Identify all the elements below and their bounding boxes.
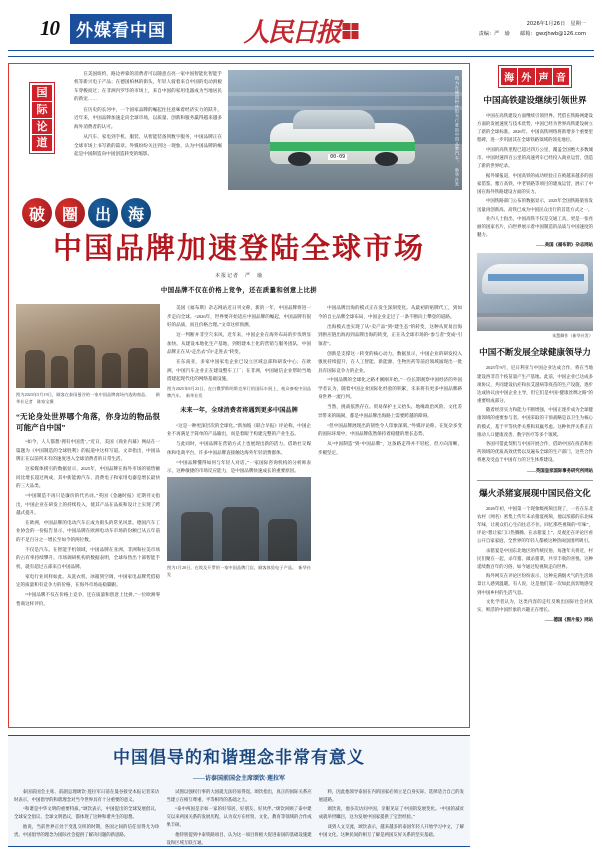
editor-contact: 责编：严 瑜 邮箱：gwzjhwb@126.com: [478, 30, 586, 37]
article-paragraph: 在欧洲，中国品牌的电动汽车正成为街头的常见风景。德国汽车工业协会的一份报告显示，中国品牌在欧洲电动车市场的份额已从五年前的不足百分之一增长至如今的两位数。: [16, 519, 160, 542]
lead-paragraph: 在美国纽约，路边停靠的消费者可以随意点亮一家中国智能化智能手机等新兴电子产品；在德国柏林的街头，年轻人骑着来自中国的电动滑板车穿梭而过；在非洲内罗毕的市场上，来自中国的家用电器成为当地居民的新宠……: [74, 71, 222, 102]
feature-paragraph: 泰国前国会主席、前副总理颂饮·莲拉军日前在曼谷接受本报记者采访时表示，中国倡导的和谐理念对当今世界具有十分重要的意义。: [14, 789, 160, 802]
photo-bangkok-store: [16, 304, 160, 388]
feature-paragraph: 试图以强权行事的大国就无法轻易得逞。颂饮指出，真正的国际关系应当建立在相互尊重、平等相待的基础之上。: [166, 789, 312, 802]
sidebar-source-3: ——德国《图片报》网站: [544, 617, 593, 623]
seal-icon: [343, 23, 359, 39]
sidebar-photo-train: [477, 253, 593, 331]
headline-kicker: [22, 198, 151, 228]
sidebar-headline-1: 中国高铁建设继续引领世界: [483, 96, 587, 106]
feature-paragraph: 料，因此他领导泰国在内的国家必须立足自身实际，选择适合自己的发展道路。: [318, 789, 464, 802]
article-paragraph: “中国制造不再只是廉价的代名词。”英国《金融时报》近期刊文指出，中国企业在研发上的持续投入，使其产品在品质和设计上实现了跨越式提升。: [16, 493, 160, 516]
paper-logo: [243, 12, 358, 49]
sidebar-source-1: ——美国《福布斯》杂志网站: [535, 242, 593, 248]
sidebar-paragraph: 海外网友在评论区纷纷表示，这种充满烟火气的生活场景让人感到温暖。有人说，这是他们第一次如此真切地感受到中国乡村的生活气息。: [477, 573, 593, 595]
kicker-char-0: 破: [22, 198, 52, 228]
feature-column-2: [166, 788, 311, 847]
article-paragraph: “但中国品牌展现出的韧性令人印象深刻。”外媒评论称，在复杂多变的国际环境中，中国品牌依然保持着稳健的增长态势。: [318, 422, 462, 437]
sidebar-body-2: [477, 364, 593, 464]
sidebar-source-2: ——英国皇家国际事务研究所网站: [527, 467, 593, 473]
article-paragraph: 不仅是汽车。在智能手机领域，中国品牌在亚洲、非洲和拉美市场的占有率持续攀升。市场调研机构的数据表明，全球每售出十部智能手机，就有超过五部来自中国品牌。: [16, 546, 160, 569]
page-number: 10: [40, 16, 59, 40]
lead-paragraph: 从汽车、家电到手机、服装，从智能装备到数字服务，中国品牌正在全球市场上书写新的篇章。外媒纷纷关注到这一现象，认为中国品牌的崛起是中国制造向中国创造转变的缩影。: [74, 134, 222, 157]
masthead-divider: [8, 50, 594, 51]
voice-badge-char-2: 声: [536, 68, 552, 85]
hero-photo: [228, 70, 462, 190]
feature-paragraph: 谈到人文交流，颂饮表示，越来越多的泰国年轻人开始学习中文，了解中国文化。这种民间的相互了解是两国友好关系的坚实基础。: [318, 823, 464, 837]
main-article-frame: [8, 63, 470, 728]
feature-column-1: [14, 788, 159, 847]
column-badge-guojiluntan: [29, 82, 55, 154]
article-paragraph: “如今，人人都想‘拥有中国货’。”近日，美国《商业内幕》网站在一篇题为《中国制造的全球胜利》的报道中这样写道。文章指出，中国品牌正在以前所未有的速度进入全球消费者的日常生活。: [16, 439, 160, 462]
lead-paragraph: 在历史的长河中，一个国家品牌的崛起往往意味着经济实力的跃升。近年来，中国品牌加速走向全球市场，以质量、创新和服务赢得越来越多海外消费者的认可。: [74, 106, 222, 129]
sidebar-photo-caption: 朱慧卿作（新华社发）: [552, 333, 593, 339]
sidebar-paragraph: 杀猪宴是中国东北地区的传统民俗，每逢年关将近，村民们聚在一起，杀年猪、做杀猪菜，共享丰收的喜悦。这种延续数百年的习俗，如今通过短视频走向世界。: [477, 547, 593, 569]
photo-caption-3: 图为1月20日，在埃及开罗的一家中国品牌门店，顾客体验电子产品。 新华社发: [167, 564, 311, 578]
feature-paragraph: 他说，当前世界正处于变乱交织的时期，各国之间的信任显得尤为珍贵。中国倡导的理念为国际社会提供了解决问题的新思路。: [14, 823, 160, 837]
article-paragraph: 与此同时，中国品牌在营销方式上也展现出新的活力。借助社交媒体和电商平台，许多中国品牌直接触达海外年轻消费群体。: [167, 441, 311, 455]
article-paragraph: 当然，挑战依然存在。贸易保护主义抬头、地缘政治风险、文化差异带来的隔阂，都是中国品牌出海路上需要跨越的障碍。: [318, 404, 462, 418]
sidebar-body-1: [477, 112, 593, 239]
article-paragraph: 创新是支撑这一转变的核心动力。数据显示，中国企业的研发投入强度持续提升，在人工智能、新能源、生物医药等前沿领域涌现出一批具有国际竞争力的企业。: [318, 350, 462, 373]
article-paragraph: “中国品牌不仅在价格上竞争，还在质量和创意上比拼。”一位欧洲零售商这样评价。: [16, 592, 160, 606]
sidebar-paragraph: 中国的高铁里程已超过四万公里，覆盖全国绝大多数城市。中国时速四百公里的高速列车已经投入商业运营，创造了新的世界纪录。: [477, 146, 593, 169]
article-paragraph: 这家媒体援引的数据显示，2025年，中国品牌在海外市场的销售额同比增长超过两成，其中新能源汽车、消费电子和家用电器是增长最快的三大品类。: [16, 466, 160, 489]
feature-columns: [14, 788, 464, 847]
sidebar-paragraph: 据外媒报道，中国高铁的成功经验正在被越来越多的国家借鉴。雅万高铁、中老铁路等项目的建成运营，展示了中国在海外铁路建设方面的实力。: [477, 172, 593, 194]
left-zone: [8, 63, 470, 853]
sidebar-paragraph: 中国在高铁建设方面继续引领世界。凭借在铁路网建设方面的发展速度与技术优势，中国已经为世界高铁建设树立了新的全球标准。2026年，中国高铁网络将新增多个重要里程碑，进一步巩固其在全球铁路领域的领先地位。: [477, 113, 593, 143]
article-paragraph: 出海模式也实现了从“卖产品”到“建生态”的转变，这种从贸易出海到供应链出海再到品牌出海的转变，正在从全球市场的“参与者”变成“引领者”。: [318, 323, 462, 346]
sidebar: [477, 63, 593, 853]
article-columns: [16, 304, 462, 609]
photo-caption-1: 图为2023年5月19日，顾客在泰国曼谷的一家中国品牌商场内选购商品。 新华社记者 陈家宝摄: [16, 392, 160, 405]
voice-badge-char-1: 外: [518, 68, 534, 85]
sidebar-paragraph: 业内人士指出，中国高铁不仅是交通工具，更是一张亮丽的国家名片，向世界展示着中国制造的品质与中国速度的魅力。: [477, 216, 593, 238]
byline: 本报记者 严 瑜: [214, 274, 263, 280]
lead-text: [74, 70, 222, 190]
sidebar-paragraph: 2026年初，中国第一个现象级视频出现了，一名在东北农村（网名）密集上传年末杀猪宴视频，他以浓郁的东北味年味，让观众们心生向往忍不住。回忆那些视频的“年味”，评论“想让家门口热腾腾、在杀猪宴上”。反观还在评论区看公开自家家庭，全世界的年轻人都被这种热闹氛围所吸引。: [477, 505, 593, 543]
article-paragraph: 美国《福布斯》杂志网站近日刊文称，新的一年，中国品牌将进一步走向全球。“2026年，世界要开始适应中国品牌的崛起，中国品牌有很好的品质，而且价格合理。”文章这样预测。: [167, 305, 311, 328]
sidebar-headline-2: 中国不断发展全球健康领导力: [479, 348, 591, 359]
article-column-2: [167, 304, 311, 609]
sidebar-badge-haiwaishengyin: [498, 65, 572, 88]
feature-title: 中国倡导的和谐理念非常有意义: [113, 748, 365, 768]
feature-paragraph: “泰中两国是亲如一家的好邻居、好朋友、好伙伴。”颂饮回顾了泰中建交以来两国关系的发展历程，认为双方在经贸、文化、教育等领域的合作成果丰硕。: [166, 806, 312, 828]
sidebar-divider: [477, 480, 593, 481]
feature-paragraph: 他特别提到中泰铁路项目，认为这一项目将极大促进泰国的基础设施建设和区域互联互通。: [166, 831, 312, 845]
hero-photo-caption: 图为在德国柏林街头行驶的中国品牌汽车。 新华社发: [455, 76, 460, 187]
article-paragraph: 家电行业同样如此。从洗衣机、冰箱到空调，中国家电品牌凭借稳定的质量和有竞争力的价格，在海外市场站稳脚跟。: [16, 573, 160, 588]
headline-block: [16, 190, 462, 298]
article-column-1: [16, 304, 160, 609]
main-headline: 中国品牌加速登陆全球市场: [52, 231, 425, 265]
sidebar-article-2: [477, 347, 593, 473]
section-title: 外媒看中国: [70, 14, 172, 44]
article-paragraph: “中国品牌懂得如何与年轻人对话。”一家国际咨询机构的分析师表示，这种敏捷的市场反应能力，是中国品牌快速成长的重要原因。: [167, 459, 311, 473]
feature-subtitle: ——访泰国前国会主席颂饮·莲拉军: [192, 776, 285, 782]
kicker-char-3: 海: [121, 198, 151, 228]
sidebar-headline-3: 爆火杀猪宴展现中国民俗文化: [479, 488, 591, 499]
voice-badge-char-3: 音: [553, 68, 569, 85]
feature-column-3: [319, 788, 464, 847]
article-paragraph: “中国品牌的全球化之路才刚刚开始。”一位长期观察中国经济的外国学者认为，随着中国企业国际化经验的积累，未来将有更多中国品牌跻身世界一流行列。: [318, 377, 462, 400]
article-column-3: [318, 304, 462, 609]
badge-char-1: 际: [32, 102, 52, 118]
sidebar-paragraph: 随着经济实力和能力不断增强，中国正逐步成为全球健康领域的重要参与者。中国采取的干预战略是以卫生为核心的模式，基于平等伙伴关系和双赢考虑。这种伙伴关系正在推动人口健康改善、数字医疗等多个领域。: [477, 407, 593, 437]
article-paragraph: “这是一种更深层次的全球化。”新加坡《联合早报》评论称，中国企业不再满足于简单的产品输出，而是着眼于构建完整的产业生态。: [167, 422, 311, 437]
page-body: [8, 63, 594, 853]
feature-paragraph: “和谐是中华文明的重要特质。”颂饮表示，中国提出的全球发展倡议、全球安全倡议、全球文明倡议，都体现了这种和谐共生的思想。: [14, 806, 160, 820]
badge-char-2: 论: [32, 119, 52, 135]
masthead-divider-thin: [8, 56, 594, 57]
paper-name: 人民日报: [243, 18, 340, 47]
article-paragraph: 中国品牌出海的模式正在发生深刻变化。从最初的贴牌代工，到如今的自主品牌全球布局，中国企业走过了一条不断向上攀登的道路。: [318, 305, 462, 319]
sidebar-paragraph: 2025年9月，尼日利亚与中国企业达成合作，将在当地建设西非首个疫苗量产生产基地。此前，中国企业已达成多项协议，共同建设抗疟和抗艾滋病等疫苗的生产设施，逐步达成协议由中国企业主导，但它们是中国“健康丝绸之路”的重要组成部分。: [477, 365, 593, 403]
quote-subhead: “无论身处世界哪个角落，你身边的物品很可能产自中国”: [16, 411, 160, 433]
masthead-meta: [479, 20, 586, 40]
sidebar-paragraph: 中国铁路部门公布的数据显示，2025年全国铁路旅客发送量再创新高。高铁已成为中国民众出行的首选方式之一。: [477, 198, 593, 212]
badge-column: [16, 70, 68, 190]
badge-char-0: 国: [32, 85, 52, 101]
subhead-secondary: 未来一年，全球消费者将遇到更多中国品牌: [180, 407, 298, 415]
license-plate: 00-09: [330, 153, 346, 160]
article-paragraph: 在东南亚，多家中国家电企业已设立区域总部和研发中心；在欧洲，中国汽车企业正在建设整车工厂；在非洲，中国通信企业帮助当地搭建起现代化的网络基础设施。: [167, 359, 311, 381]
masthead: [8, 0, 594, 50]
top-row: [16, 70, 462, 190]
voice-badge-char-0: 海: [501, 68, 517, 85]
bottom-feature: [8, 735, 470, 847]
photo-cairo-store: [167, 477, 311, 561]
photo-caption-2: 图为2025年8月23日，在白俄罗斯明斯克举行的国际车展上，观众参观中国品牌汽车。 新华社发: [167, 385, 311, 399]
subhead-primary: 中国品牌不仅在价格上竞争，还在质量和创意上比拼: [160, 287, 318, 295]
kicker-char-2: 出: [88, 198, 118, 228]
sidebar-article-1: [477, 95, 593, 248]
article-paragraph: 这一判断并非空穴来风。近年来，中国企业在海外布局的步伐明显加快。从建设本地化生产基地，到组建本土化的营销与服务团队，中国品牌正在从“走出去”向“走进去”转变。: [167, 332, 311, 355]
sidebar-paragraph: 文化学者认为，这类内容的走红反映出国际社会对真实、鲜活的中国形象的兴趣正在增长。: [477, 599, 593, 613]
sidebar-body-3: [477, 505, 593, 615]
badge-char-3: 道: [32, 135, 52, 151]
kicker-char-1: 圈: [55, 198, 85, 228]
publication-date: 2026年1月26日 星期一: [526, 21, 586, 27]
feature-paragraph: 颂饮说，他多次访问中国，亲眼见证了中国的发展变化。“中国的减贫成就举世瞩目，这为发展中国家提供了宝贵经验。”: [318, 806, 464, 820]
sidebar-paragraph: 各国可借此契机与中国开展合作，借助中国在疫苗和医药领域的优质高效优势以及遍布全球的生产部门，这些合作将惠及受益于中国有力的卫生体系建设。: [477, 441, 593, 463]
sidebar-article-3: [477, 488, 593, 624]
article-paragraph: 从“中国制造”到“中国品牌”，这条路走得并不轻松，但方向清晰、步履坚定。: [318, 441, 462, 455]
